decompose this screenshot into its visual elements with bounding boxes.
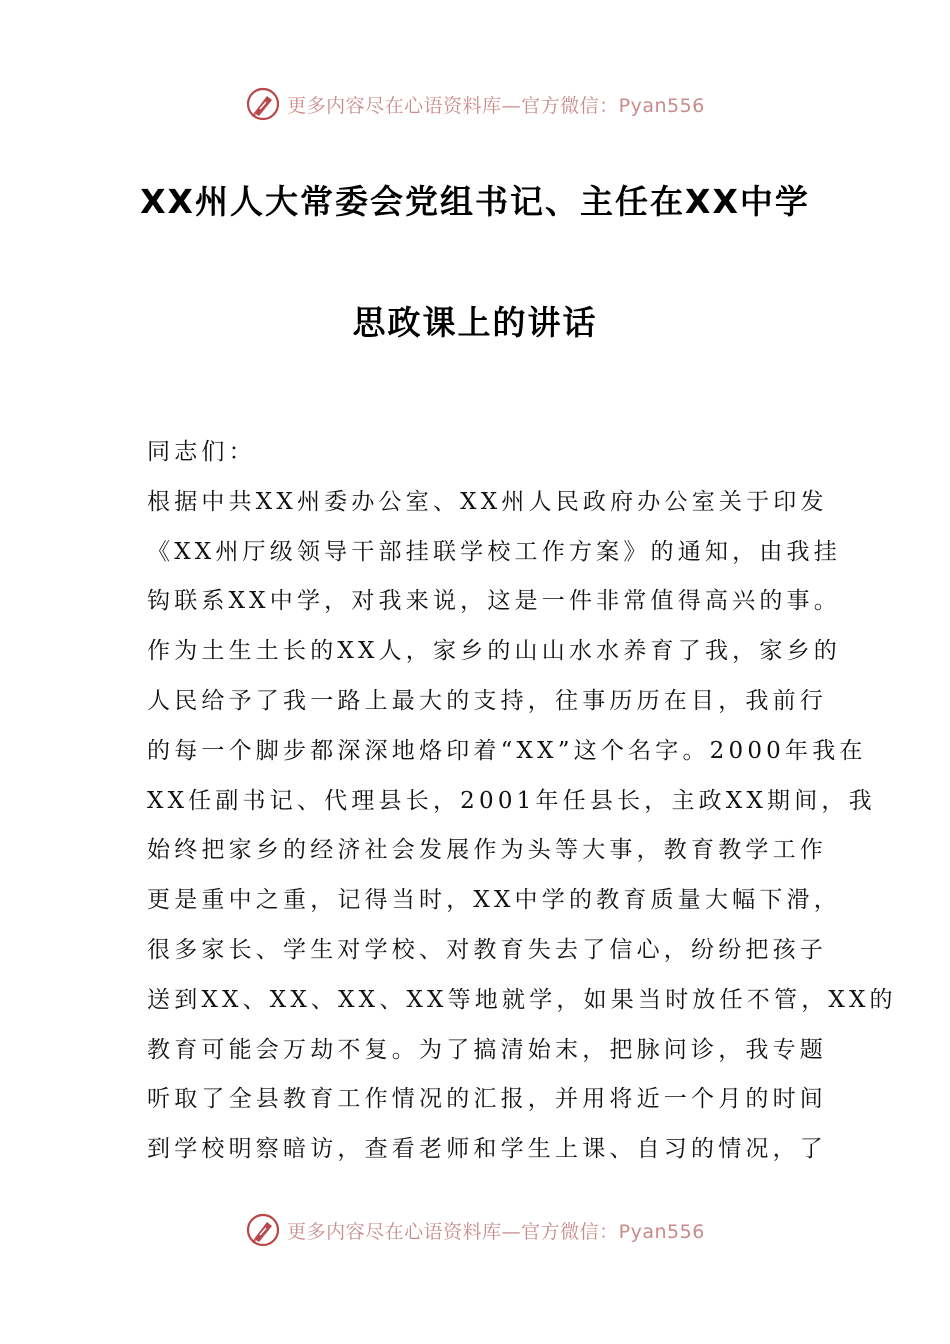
document-title-line-2: 思政课上的讲话 [352, 303, 598, 342]
body-line: 始终把家乡的经济社会发展作为头等大事，教育教学工作 [147, 837, 827, 864]
salutation: 同志们： [147, 439, 256, 465]
body-line: 送到XX、XX、XX、XX等地就学，如果当时放任不管，XX的 [147, 986, 897, 1013]
document-body [147, 428, 897, 1175]
watermark-wechat-id: Pyan556 [618, 1220, 705, 1243]
pen-nib-logo-icon [245, 86, 281, 122]
body-line: 到学校明察暗访，查看老师和学生上课、自习的情况，了 [147, 1136, 827, 1163]
body-line: 很多家长、学生对学校、对教育失去了信心，纷纷把孩子 [147, 936, 827, 963]
document-title-line-1: XX州人大常委会党组书记、主任在XX中学 [140, 182, 810, 221]
watermark-text: 更多内容尽在心语资料库—官方微信：Pyan556 [287, 94, 705, 117]
watermark-text: 更多内容尽在心语资料库—官方微信：Pyan556 [287, 1220, 705, 1243]
pen-nib-logo-icon [245, 1212, 281, 1248]
body-line: 听取了全县教育工作情况的汇报，并用将近一个月的时间 [147, 1086, 827, 1113]
body-line: 更是重中之重，记得当时，XX中学的教育质量大幅下滑， [147, 887, 841, 914]
body-line: 的每一个脚步都深深地烙印着“XX”这个名字。2000年我在 [147, 737, 867, 764]
body-line: XX任副书记、代理县长，2001年任县长，主政XX期间，我 [147, 787, 876, 814]
body-line: 根据中共XX州委办公室、XX州人民政府办公室关于印发 [147, 488, 828, 515]
body-line: 人民给予了我一路上最大的支持，往事历历在目，我前行 [147, 687, 827, 714]
watermark-wechat-id: Pyan556 [618, 94, 705, 117]
body-line: 钩联系XX中学，对我来说，这是一件非常值得高兴的事。 [147, 588, 841, 615]
body-line: 教育可能会万劫不复。为了搞清始末，把脉问诊，我专题 [147, 1036, 827, 1063]
body-line: 作为土生土长的XX人，家乡的山山水水养育了我，家乡的 [147, 638, 841, 665]
header-watermark [0, 84, 950, 124]
body-line: 《XX州厅级领导干部挂联学校工作方案》的通知，由我挂 [147, 538, 841, 565]
footer-watermark [0, 1210, 950, 1250]
